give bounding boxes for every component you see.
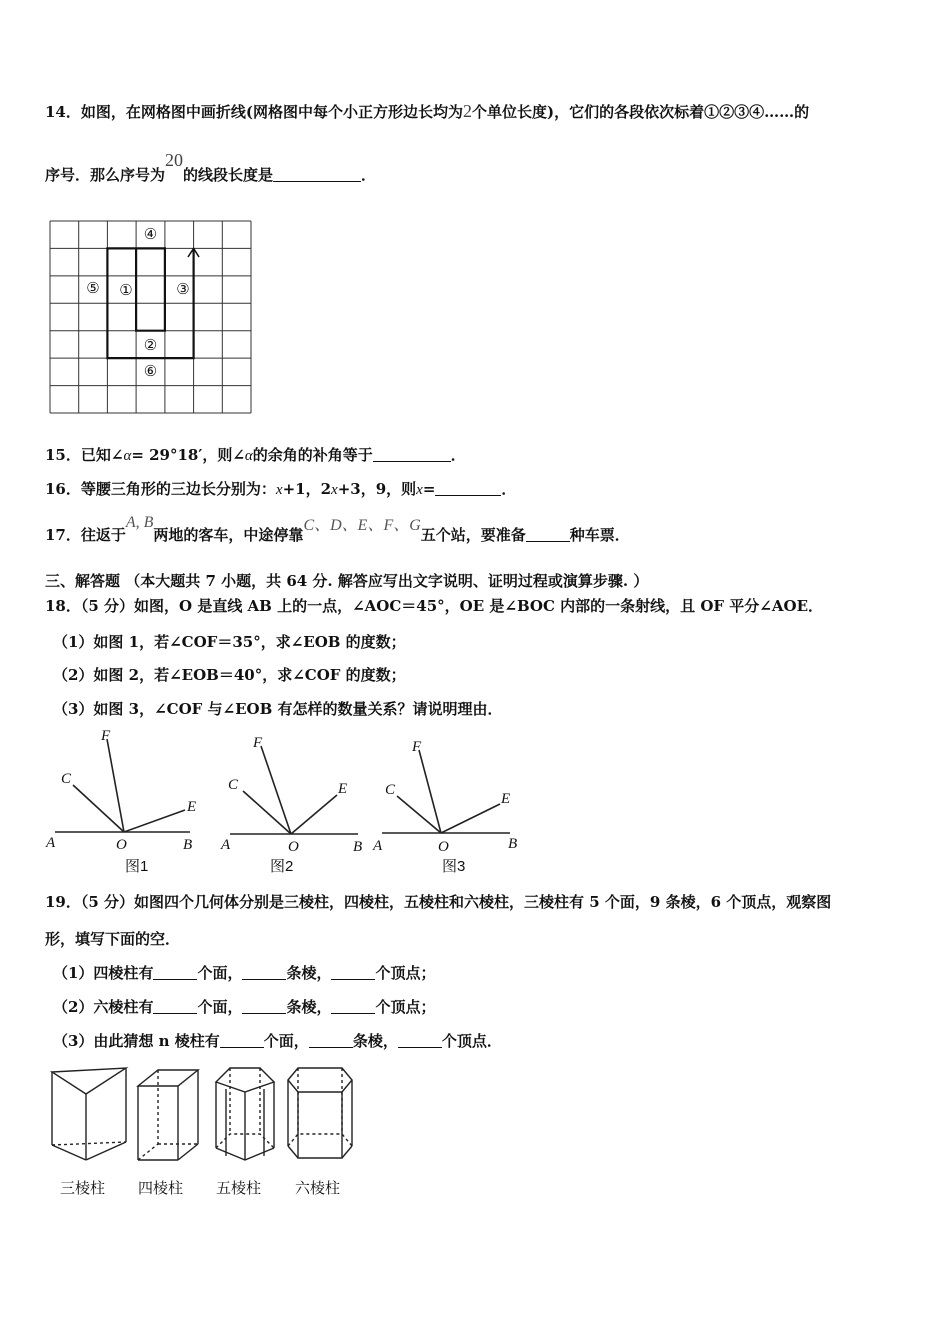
quadrangular-prism (138, 1070, 198, 1160)
caption-quadrangular-prism: 四棱柱 (138, 1180, 184, 1197)
q19-stem-line2: 形，填写下面的空． (45, 930, 181, 948)
fig3-E: E (501, 791, 511, 807)
q18-part1: （1）如图 1，若∠COF＝35°，求∠EOB 的度数； (53, 633, 406, 651)
q19-stem-line1: 19．（5 分）如图四个几何体分别是三棱柱，四棱柱，五棱柱和六棱柱，三棱柱有 5 个面，9 条棱，6 个顶点，观察图 (45, 893, 832, 911)
q19-p2-edges-blank[interactable] (242, 999, 286, 1014)
fig1-B: B (183, 837, 193, 853)
q16: 16．等腰三角形的三边长分别为：x+1，2x+3，9，则x= ． (45, 480, 517, 498)
fig1-E: E (187, 799, 197, 815)
fig3-B: B (508, 836, 518, 852)
q19-p3-edges-blank[interactable] (309, 1033, 353, 1048)
caption-fig1: 图1 (125, 858, 149, 875)
fig1-F: F (101, 728, 111, 744)
q15: 15．已知∠α= 29°18′，则∠α的余角的补角等于 ． (45, 446, 466, 464)
q19-part1: （1）四棱柱有 个面， 条棱， 个顶点； (53, 964, 436, 982)
fig2-E: E (338, 781, 348, 797)
caption-hexagonal-prism: 六棱柱 (295, 1180, 341, 1197)
fig3-O: O (438, 839, 449, 855)
label-4: ④ (143, 227, 158, 243)
segment-number: 20 (165, 150, 184, 170)
q19-part3: （3）由此猜想 n 棱柱有 个面， 条棱， 个顶点． (53, 1032, 502, 1050)
unit-length: 2 (462, 101, 472, 121)
fig1-O: O (116, 837, 127, 853)
caption-triangular-prism: 三棱柱 (60, 1180, 106, 1197)
fig1-A: A (46, 835, 56, 851)
q14-line2: 序号．那么序号为20的线段长度是 ． (45, 150, 377, 184)
q19-p1-faces-blank[interactable] (153, 965, 197, 980)
q19-p2-faces-blank[interactable] (153, 999, 197, 1014)
hexagonal-prism (288, 1068, 352, 1158)
section-3-heading: 三、解答题 （本大题共 7 小题，共 64 分. 解答应写出文字说明、证明过程或演算步骤. ） (45, 572, 649, 590)
fig2-F: F (253, 735, 263, 751)
q19-p3-faces-blank[interactable] (220, 1033, 264, 1048)
fig2-C: C (228, 777, 239, 793)
q14-line1: 14．如图，在网格图中画折线(网格图中每个小正方形边长均为2个单位长度)，它们的各段依次标着①②③④……的 (45, 101, 810, 121)
label-6: ⑥ (143, 364, 158, 380)
fig2-O: O (288, 839, 299, 855)
fig3-F: F (412, 739, 422, 755)
angle-figures (40, 725, 530, 875)
q19-p3-vertices-blank[interactable] (398, 1033, 442, 1048)
q15-answer-blank[interactable] (373, 447, 451, 462)
triangular-prism (52, 1068, 126, 1160)
q18-part3: （3）如图 3，∠COF 与∠EOB 有怎样的数量关系？请说明理由． (53, 700, 503, 718)
fig3-A: A (373, 838, 383, 854)
fig2-A: A (221, 837, 231, 853)
q19-p1-edges-blank[interactable] (242, 965, 286, 980)
q17-answer-blank[interactable] (526, 527, 570, 542)
q19-p2-vertices-blank[interactable] (331, 999, 375, 1014)
pentagonal-prism (216, 1068, 274, 1160)
q18-stem: 18．（5 分）如图，O 是直线 AB 上的一点，∠AOC＝45°，OE 是∠BOC 内部的一条射线，且 OF 平分∠AOE． (45, 597, 824, 615)
fig1-C: C (61, 771, 72, 787)
q17: 17．往返于A, B两地的客车，中途停靠C、D、E、F、G五个站，要准备 种车票． (45, 514, 630, 544)
q16-answer-blank[interactable] (435, 481, 501, 496)
q14-answer-blank[interactable] (273, 167, 361, 182)
label-2: ② (143, 338, 158, 354)
q19-part2: （2）六棱柱有 个面， 条棱， 个顶点； (53, 998, 436, 1016)
fig3-C: C (385, 782, 396, 798)
caption-fig3: 图3 (442, 858, 466, 875)
q19-p1-vertices-blank[interactable] (331, 965, 375, 980)
label-5: ⑤ (86, 281, 100, 297)
prisms-figure (46, 1060, 360, 1195)
q18-part2: （2）如图 2，若∠EOB＝40°，求∠COF 的度数； (53, 666, 406, 684)
caption-pentagonal-prism: 五棱柱 (216, 1180, 262, 1197)
label-3: ③ (176, 282, 190, 298)
grid-figure (48, 219, 256, 416)
label-1: ① (119, 283, 133, 299)
caption-fig2: 图2 (270, 858, 294, 875)
fig2-B: B (353, 839, 363, 855)
